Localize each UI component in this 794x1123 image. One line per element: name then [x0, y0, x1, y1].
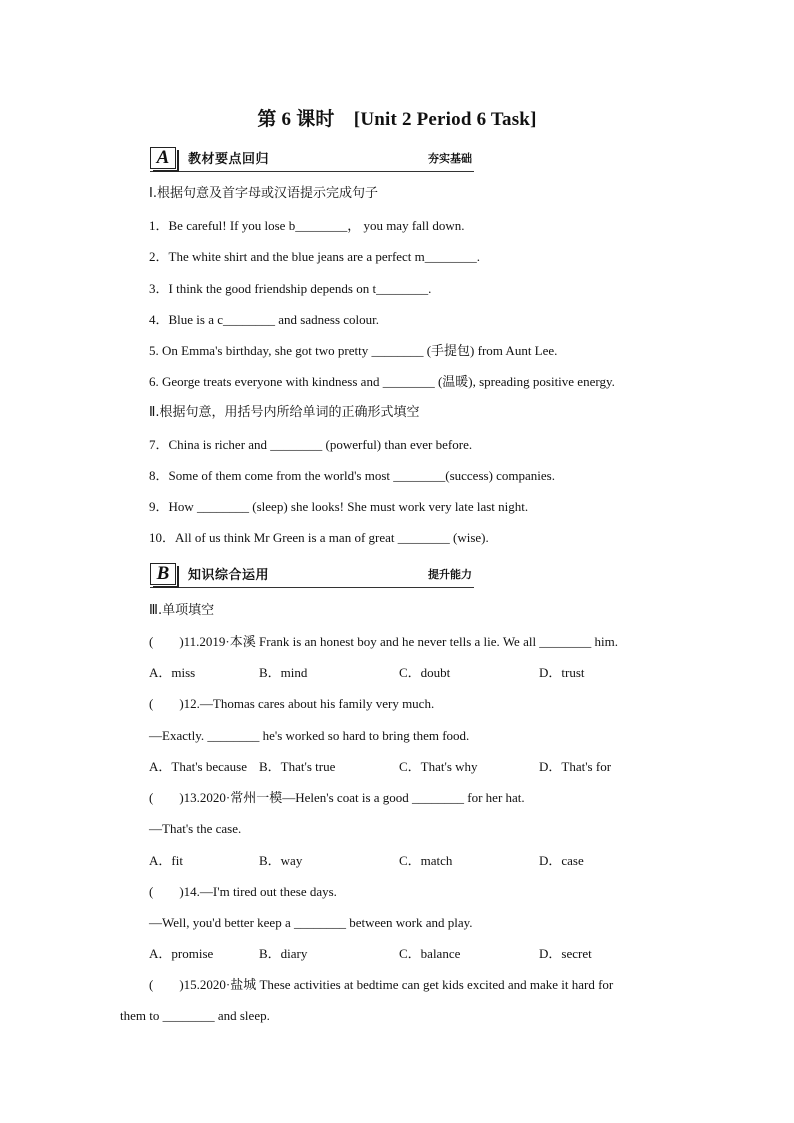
- q11-option-c: C．doubt: [399, 665, 451, 680]
- q13-reply: —That's the case.: [149, 821, 242, 836]
- q12-option-c: C．That's why: [399, 759, 478, 774]
- part1-item-2: 2．The white shirt and the blue jeans are a perfect m________.: [149, 249, 481, 264]
- q13-option-a: A．fit: [149, 853, 183, 868]
- part1-item-4: 4．Blue is a c________ and sadness colour.: [149, 312, 379, 327]
- q14-option-a: A．promise: [149, 946, 214, 961]
- part2-item-8: 8．Some of them come from the world's most ________(success) companies.: [149, 468, 555, 483]
- section-a-name: 教材要点回归: [188, 152, 270, 167]
- part2-item-9: 9．How ________ (sleep) she looks! She must work very late last night.: [149, 499, 529, 514]
- q14-option-d: D．secret: [539, 946, 592, 961]
- q14-option-b: B．diary: [259, 946, 308, 961]
- part1-item-6: 6. George treats everyone with kindness and ________ (温暖), spreading positive energy.: [149, 374, 615, 389]
- q11-option-d: D．trust: [539, 665, 585, 680]
- q15-stem: ( )15.2020·盐城 These activities at bedtime can get kids excited and make it hard for: [149, 977, 614, 992]
- q11-option-b: B．mind: [259, 665, 308, 680]
- part1-item-3: 3．I think the good friendship depends on t________.: [149, 281, 432, 296]
- section-a-header: [150, 147, 474, 172]
- q13-option-b: B．way: [259, 853, 303, 868]
- q13-option-c: C．match: [399, 853, 453, 868]
- q13-option-d: D．case: [539, 853, 584, 868]
- section-a-badge: A: [150, 147, 176, 169]
- part1-item-5: 5. On Emma's birthday, she got two pretty ________ (手提包) from Aunt Lee.: [149, 343, 558, 358]
- section-b-tag: 提升能力: [428, 568, 472, 581]
- section-b-header: [150, 563, 474, 588]
- q12-option-b: B．That's true: [259, 759, 336, 774]
- section-b-badge: B: [150, 563, 176, 585]
- section-b-name: 知识综合运用: [188, 568, 270, 583]
- q12-option-d: D．That's for: [539, 759, 612, 774]
- q11-stem: ( )11.2019·本溪 Frank is an honest boy and he never tells a lie. We all ________ him.: [149, 634, 619, 649]
- part1-heading: Ⅰ.根据句意及首字母或汉语提示完成句子: [149, 186, 378, 201]
- q15-continuation: them to ________ and sleep.: [120, 1008, 270, 1023]
- q14-reply: —Well, you'd better keep a ________ between work and play.: [149, 915, 473, 930]
- q13-stem: ( )13.2020·常州一模—Helen's coat is a good ________ for her hat.: [149, 790, 525, 805]
- q12-option-a: A．That's because: [149, 759, 248, 774]
- q12-reply: —Exactly. ________ he's worked so hard to bring them food.: [149, 728, 470, 743]
- part2-item-10: 10．All of us think Mr Green is a man of great ________ (wise).: [149, 530, 489, 545]
- part2-item-7: 7．China is richer and ________ (powerful) than ever before.: [149, 437, 473, 452]
- q14-stem: ( )14.—I'm tired out these days.: [149, 884, 337, 899]
- q11-option-a: A．miss: [149, 665, 196, 680]
- section-a-tag: 夯实基础: [428, 152, 472, 165]
- part2-heading: Ⅱ.根据句意，用括号内所给单词的正确形式填空: [149, 405, 420, 420]
- q14-option-c: C．balance: [399, 946, 461, 961]
- q12-stem: ( )12.—Thomas cares about his family very much.: [149, 696, 435, 711]
- part3-heading: Ⅲ.单项填空: [149, 603, 215, 618]
- page-title: 第 6 课时 [Unit 2 Period 6 Task]: [257, 109, 537, 130]
- part1-item-1: 1．Be careful! If you lose b________， you may fall down.: [149, 218, 465, 233]
